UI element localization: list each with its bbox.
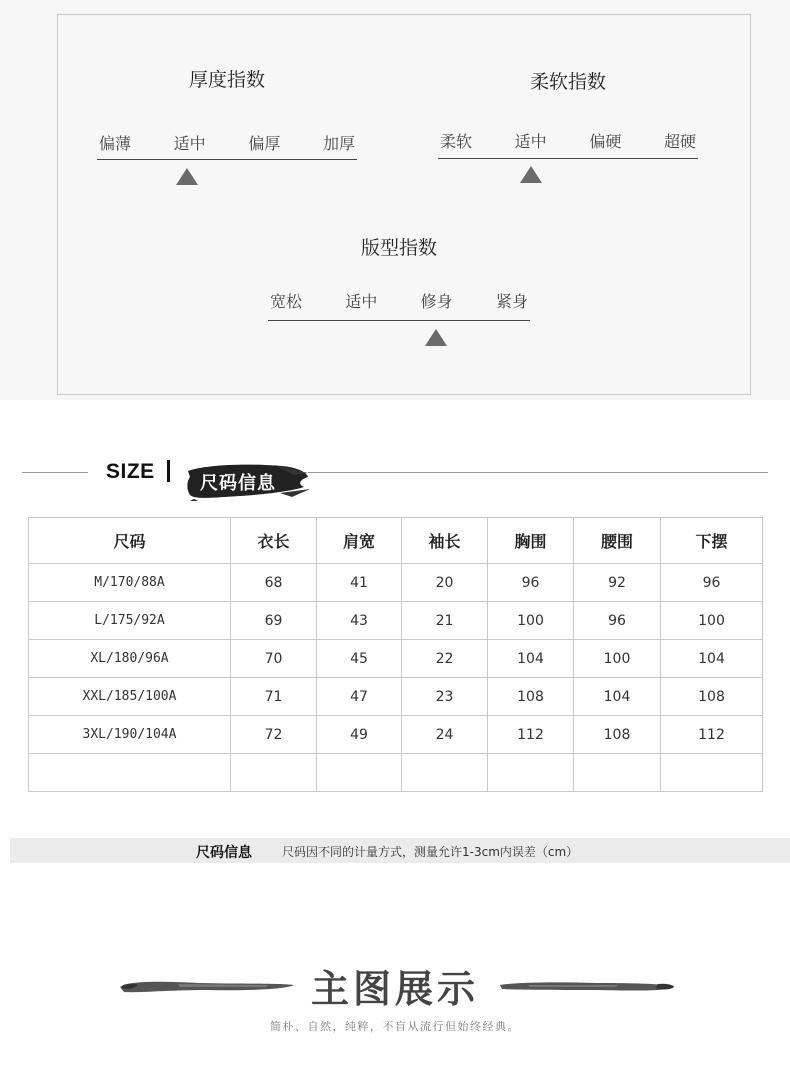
- table-cell: 23: [402, 678, 488, 716]
- table-cell: 96: [661, 564, 763, 602]
- thickness-index-line: [97, 159, 357, 160]
- size-label: SIZE: [106, 460, 155, 483]
- thickness-option: 适中: [173, 134, 206, 153]
- softness-option: 偏硬: [589, 132, 622, 151]
- table-cell: 108: [661, 678, 763, 716]
- table-cell: 49: [317, 716, 402, 754]
- table-cell: 92: [574, 564, 661, 602]
- softness-index-title: 柔软指数: [529, 71, 606, 93]
- table-cell: 21: [402, 602, 488, 640]
- triangle-marker-icon: [176, 168, 198, 185]
- table-row: [29, 564, 763, 602]
- column-header: 肩宽: [317, 518, 402, 564]
- softness-index-options: [438, 129, 698, 152]
- softness-index-line: [438, 158, 698, 159]
- table-row: [29, 716, 763, 754]
- softness-option: 适中: [514, 132, 547, 151]
- triangle-marker-icon: [425, 329, 447, 346]
- size-note-text: 尺码因不同的计量方式，测量允许1-3cm内误差（cm）: [282, 845, 579, 859]
- thickness-option: 加厚: [322, 134, 355, 153]
- table-row: [29, 602, 763, 640]
- table-cell: [574, 754, 661, 792]
- table-cell: XL/180/96A: [29, 640, 231, 678]
- thickness-index-options: [97, 131, 357, 154]
- table-cell: 20: [402, 564, 488, 602]
- table-cell: [29, 754, 231, 792]
- column-header: 袖长: [402, 518, 488, 564]
- table-cell: 112: [661, 716, 763, 754]
- size-note-bar: [10, 838, 790, 863]
- column-header: 下摆: [661, 518, 763, 564]
- size-note-title: 尺码信息: [196, 845, 252, 861]
- table-cell: 24: [402, 716, 488, 754]
- table-cell: 69: [231, 602, 317, 640]
- fabric-index-panel: [0, 0, 790, 400]
- fabric-index-box: [57, 14, 751, 395]
- table-header-row: [29, 518, 763, 564]
- table-cell: 100: [574, 640, 661, 678]
- table-row: [29, 678, 763, 716]
- table-cell: L/175/92A: [29, 602, 231, 640]
- softness-index: [438, 67, 698, 197]
- table-cell: 22: [402, 640, 488, 678]
- size-header-divider-right: [308, 472, 768, 473]
- table-row: [29, 640, 763, 678]
- column-header: 衣长: [231, 518, 317, 564]
- table-cell: 104: [488, 640, 574, 678]
- table-cell: 72: [231, 716, 317, 754]
- table-cell: 43: [317, 602, 402, 640]
- table-cell: 70: [231, 640, 317, 678]
- table-cell: 41: [317, 564, 402, 602]
- fit-option: 紧身: [495, 292, 528, 311]
- softness-option: 超硬: [663, 132, 696, 151]
- table-cell: 108: [488, 678, 574, 716]
- thickness-option: 偏厚: [248, 134, 281, 153]
- table-cell: 3XL/190/104A: [29, 716, 231, 754]
- table-cell: 100: [488, 602, 574, 640]
- fit-index: [268, 233, 530, 363]
- table-cell: 96: [488, 564, 574, 602]
- table-cell: 112: [488, 716, 574, 754]
- size-chart-table: [28, 517, 763, 792]
- main-display-title: 主图展示: [310, 966, 479, 1011]
- table-cell: 45: [317, 640, 402, 678]
- table-cell: XXL/185/100A: [29, 678, 231, 716]
- fit-option: 修身: [420, 292, 453, 311]
- table-cell: 104: [661, 640, 763, 678]
- fit-index-line: [268, 320, 530, 321]
- triangle-marker-icon: [520, 166, 542, 183]
- main-display-subtitle: 简朴、自然，纯粹，不盲从流行但始终经典。: [270, 1020, 520, 1033]
- table-cell: 108: [574, 716, 661, 754]
- table-cell: [317, 754, 402, 792]
- softness-option: 柔软: [440, 132, 473, 151]
- fit-option: 宽松: [270, 292, 303, 311]
- table-cell: [661, 754, 763, 792]
- table-cell: 47: [317, 678, 402, 716]
- table-cell: [402, 754, 488, 792]
- fit-option: 适中: [345, 292, 378, 311]
- table-cell: 100: [661, 602, 763, 640]
- fit-index-options: [268, 289, 530, 312]
- column-header: 尺码: [29, 518, 231, 564]
- table-cell: [488, 754, 574, 792]
- fit-index-title: 版型指数: [360, 237, 437, 259]
- table-cell: 96: [574, 602, 661, 640]
- thickness-index-title: 厚度指数: [188, 69, 265, 91]
- table-row: [29, 754, 763, 792]
- size-header-divider-left: [22, 472, 88, 473]
- size-info-badge: 尺码信息: [200, 473, 276, 494]
- table-cell: M/170/88A: [29, 564, 231, 602]
- ink-brush-stroke-icon: [498, 975, 676, 997]
- table-cell: 68: [231, 564, 317, 602]
- thickness-index: [97, 65, 357, 195]
- column-header: 胸围: [488, 518, 574, 564]
- table-cell: [231, 754, 317, 792]
- size-separator-bar: [167, 460, 170, 482]
- table-cell: 104: [574, 678, 661, 716]
- column-header: 腰围: [574, 518, 661, 564]
- thickness-option: 偏薄: [99, 134, 132, 153]
- table-cell: 71: [231, 678, 317, 716]
